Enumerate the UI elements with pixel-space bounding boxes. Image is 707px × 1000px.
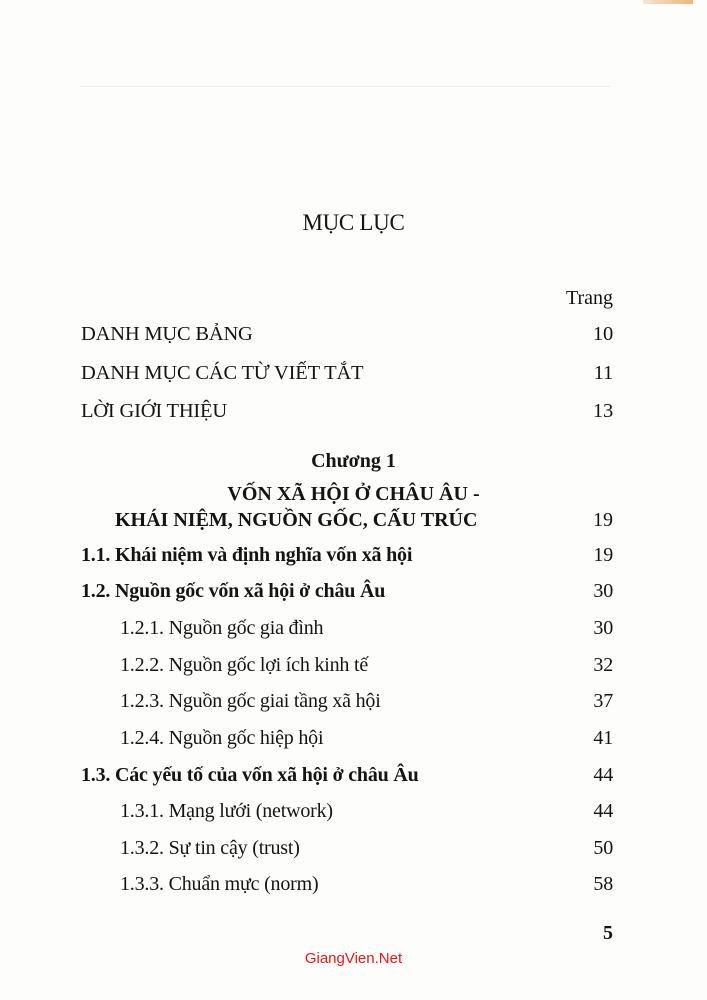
toc-entry-page: 32 [593,654,613,676]
toc-entry-label: 1.2. Nguồn gốc vốn xã hội ở châu Âu [81,580,386,602]
toc-entry-page: 11 [593,362,613,384]
bleed-through-rule [80,86,610,87]
toc-entry-label: 1.2.2. Nguồn gốc lợi ích kinh tế [120,654,369,676]
toc-section[interactable] [81,544,613,572]
toc-entry[interactable] [81,400,613,428]
toc-entry-page: 44 [593,764,613,786]
toc-subsection[interactable] [120,837,613,865]
toc-entry-page: 50 [593,837,613,859]
watermark: GiangVien.Net [304,950,403,967]
toc-subsection[interactable] [120,727,613,755]
toc-entry-page: 19 [593,509,613,531]
toc-entry-page: 41 [593,727,613,749]
toc-entry-label: 1.3.1. Mạng lưới (network) [120,800,333,822]
toc-section[interactable] [81,580,613,608]
toc-entry-label: 1.3. Các yếu tố của vốn xã hội ở châu Âu [81,764,419,786]
toc-entry-page: 19 [593,544,613,566]
toc-subsection[interactable] [120,617,613,645]
toc-entry-label: 1.3.3. Chuẩn mực (norm) [120,873,319,895]
toc-entry-page: 10 [592,323,613,345]
toc-entry-page: 58 [593,873,613,895]
toc-entry-label: LỜI GIỚI THIỆU [81,400,227,422]
chapter-title-line1: VỐN XÃ HỘI Ở CHÂU ÂU - [227,483,480,505]
toc-subsection[interactable] [120,800,613,828]
chapter-label: Chương 1 [311,450,396,472]
toc-section[interactable] [81,764,613,792]
toc-entry-page: 37 [593,690,613,712]
toc-subsection[interactable] [120,690,613,718]
toc-entry-page: 13 [592,400,613,422]
corner-stain [643,0,693,4]
page-number: 5 [603,922,613,944]
toc-entry-label: 1.2.1. Nguồn gốc gia đình [120,617,324,639]
toc-entry-page: 30 [593,617,613,639]
toc-entry-label: 1.2.4. Nguồn gốc hiệp hội [120,727,324,749]
toc-entry-label: 1.1. Khái niệm và định nghĩa vốn xã hội [81,544,413,566]
toc-entry[interactable] [81,323,613,351]
toc-entry-label: 1.2.3. Nguồn gốc giai tầng xã hội [120,690,381,712]
page-column-header: Trang [565,287,613,309]
toc-entry[interactable] [81,362,613,390]
toc-subsection[interactable] [120,654,613,682]
chapter-title-entry[interactable] [81,509,613,532]
toc-entry-label: DANH MỤC BẢNG [81,323,253,345]
chapter-title-line2: KHÁI NIỆM, NGUỒN GỐC, CẤU TRÚC [115,509,478,531]
toc-entry-page: 30 [593,580,613,602]
toc-entry-label: 1.3.2. Sự tin cậy (trust) [120,837,300,859]
toc-entry-page: 44 [593,800,613,822]
toc-subsection[interactable] [120,873,613,901]
page-title: MỤC LỤC [302,210,405,235]
toc-entry-label: DANH MỤC CÁC TỪ VIẾT TẮT [81,362,364,384]
